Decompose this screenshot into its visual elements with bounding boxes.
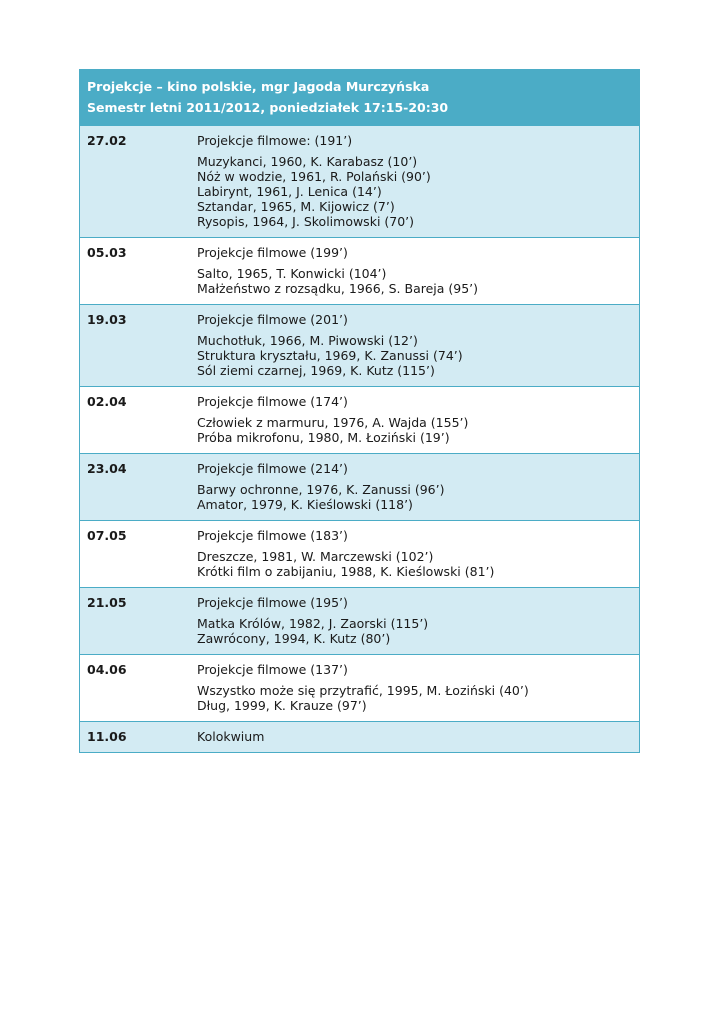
film-entry: Próba mikrofonu, 1980, M. Łoziński (19’) <box>197 430 450 445</box>
film-entry: Muzykanci, 1960, K. Karabasz (10’) <box>197 154 418 169</box>
film-entry: Zawrócony, 1994, K. Kutz (80’) <box>197 631 391 646</box>
film-entry: Labirynt, 1961, J. Lenica (14’) <box>197 184 382 199</box>
screening-date: 19.03 <box>87 312 127 327</box>
table-row <box>80 304 639 386</box>
film-entry: Rysopis, 1964, J. Skolimowski (70’) <box>197 214 415 229</box>
table-row <box>80 654 639 721</box>
course-title: Projekcje – kino polskie, mgr Jagoda Murczyńska <box>87 79 430 94</box>
screening-date: 11.06 <box>87 729 127 744</box>
screening-summary: Projekcje filmowe (201’) <box>197 312 348 327</box>
screening-content <box>197 312 632 378</box>
film-entry: Salto, 1965, T. Konwicki (104’) <box>197 266 387 281</box>
film-entry: Małżeństwo z rozsądku, 1966, S. Bareja (95’) <box>197 281 479 296</box>
screening-date: 23.04 <box>87 461 127 476</box>
screening-summary: Projekcje filmowe (195’) <box>197 595 348 610</box>
screening-date: 07.05 <box>87 528 127 543</box>
screening-content <box>197 245 632 296</box>
screening-date: 02.04 <box>87 394 127 409</box>
film-entry: Sztandar, 1965, M. Kijowicz (7’) <box>197 199 395 214</box>
screening-summary: Projekcje filmowe (174’) <box>197 394 348 409</box>
screening-date: 21.05 <box>87 595 127 610</box>
screening-content <box>197 133 632 229</box>
semester-info: Semestr letni 2011/2012, poniedziałek 17:15-20:30 <box>87 100 449 115</box>
screening-content <box>197 729 632 744</box>
screening-summary: Projekcje filmowe (214’) <box>197 461 348 476</box>
screening-content <box>197 528 632 579</box>
table-row <box>80 520 639 587</box>
screening-summary: Projekcje filmowe (137’) <box>197 662 348 677</box>
screening-summary: Projekcje filmowe (199’) <box>197 245 348 260</box>
film-entry: Matka Królów, 1982, J. Zaorski (115’) <box>197 616 429 631</box>
screening-date: 27.02 <box>87 133 127 148</box>
screening-content <box>197 662 632 713</box>
screening-date: 04.06 <box>87 662 127 677</box>
screening-summary: Projekcje filmowe (183’) <box>197 528 348 543</box>
table-row <box>80 721 639 752</box>
screening-content <box>197 461 632 512</box>
table-row <box>80 237 639 304</box>
screening-summary: Kolokwium <box>197 729 265 744</box>
film-entry: Wszystko może się przytrafić, 1995, M. Łoziński (40’) <box>197 683 529 698</box>
table-row <box>80 126 639 237</box>
table-body <box>80 126 639 752</box>
film-entry: Dreszcze, 1981, W. Marczewski (102’) <box>197 549 434 564</box>
table-row <box>80 587 639 654</box>
table-row <box>80 386 639 453</box>
film-entry: Nóż w wodzie, 1961, R. Polański (90’) <box>197 169 431 184</box>
screening-content <box>197 394 632 445</box>
screening-content <box>197 595 632 646</box>
film-entry: Dług, 1999, K. Krauze (97’) <box>197 698 367 713</box>
film-entry: Sól ziemi czarnej, 1969, K. Kutz (115’) <box>197 363 435 378</box>
screening-date: 05.03 <box>87 245 127 260</box>
film-entry: Amator, 1979, K. Kieślowski (118’) <box>197 497 413 512</box>
screening-summary: Projekcje filmowe: (191’) <box>197 133 353 148</box>
schedule-table <box>79 69 640 753</box>
film-entry: Muchotłuk, 1966, M. Piwowski (12’) <box>197 333 418 348</box>
film-entry: Barwy ochronne, 1976, K. Zanussi (96’) <box>197 482 445 497</box>
table-row <box>80 453 639 520</box>
film-entry: Krótki film o zabijaniu, 1988, K. Kieślowski (81’) <box>197 564 495 579</box>
table-header <box>80 70 639 126</box>
film-entry: Struktura kryształu, 1969, K. Zanussi (74’) <box>197 348 463 363</box>
film-entry: Człowiek z marmuru, 1976, A. Wajda (155’) <box>197 415 469 430</box>
